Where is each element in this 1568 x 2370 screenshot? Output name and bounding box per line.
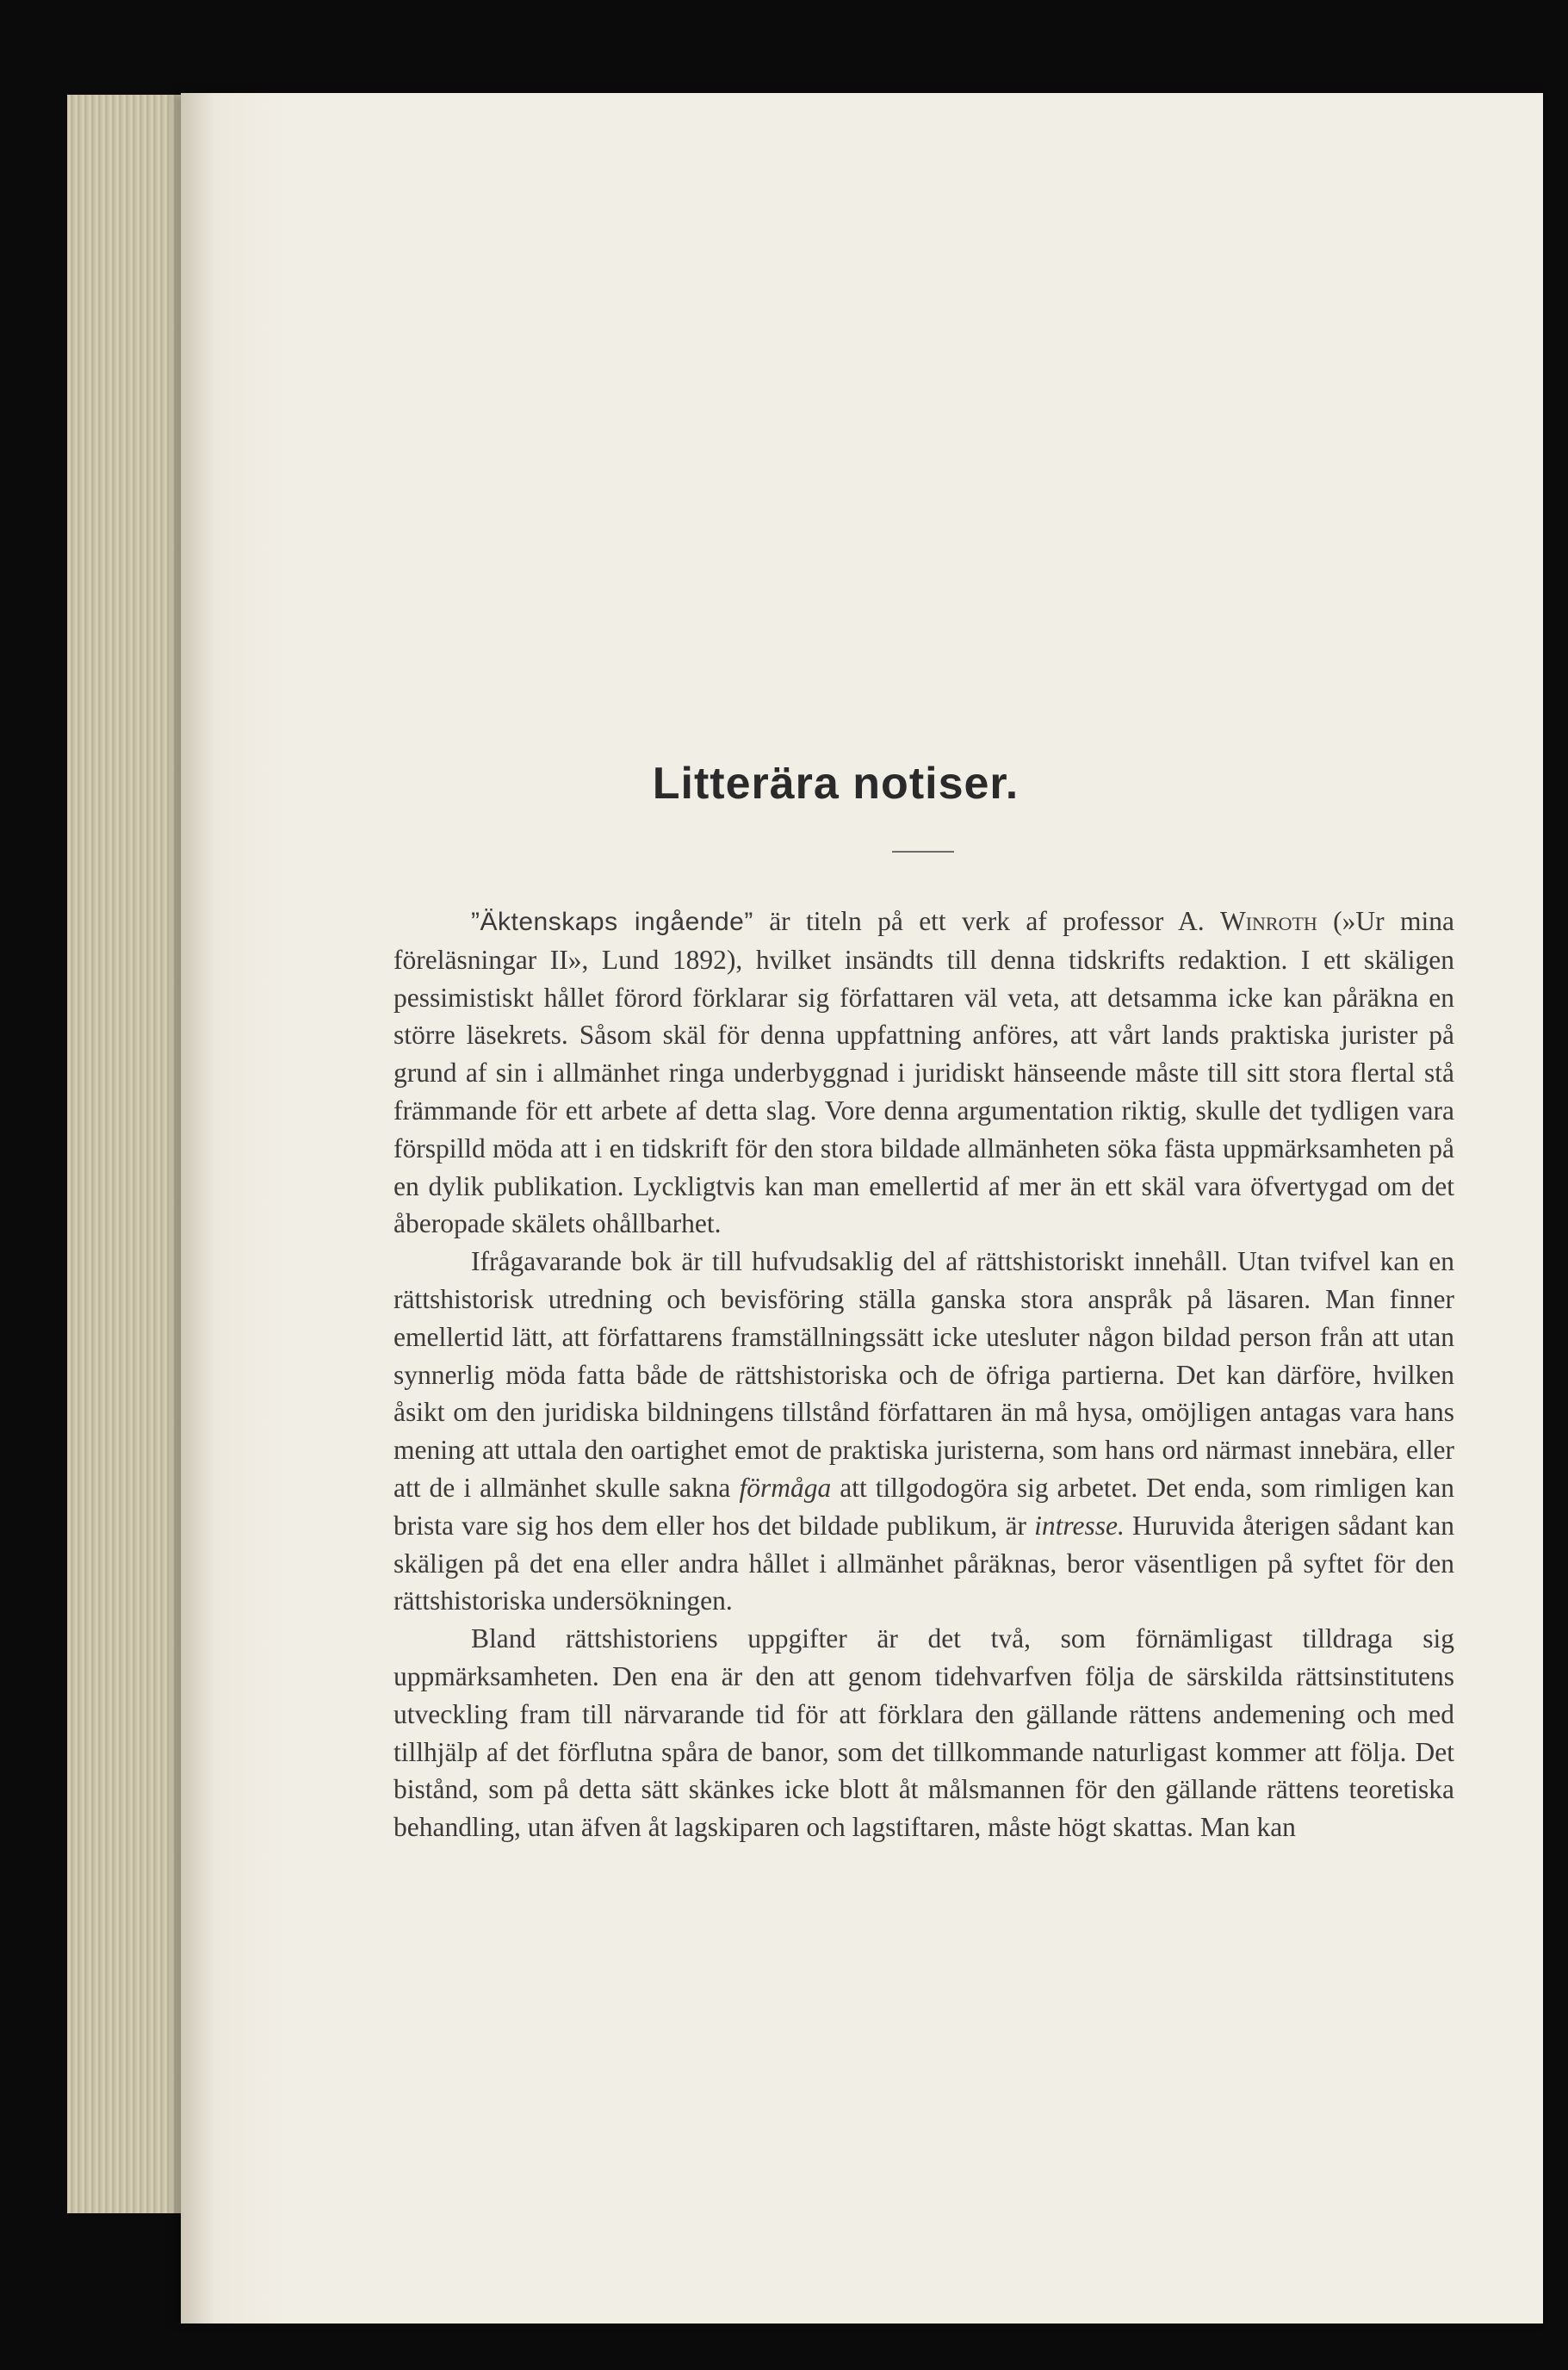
title-rule [892,851,954,853]
text-run: att tillgodogöra sig arbetet. Det enda, som rimligen kan brista vare sig hos dem eller hos det bildade publikum, är [394,1472,1455,1541]
lead-phrase: ”Äktenskaps ingående” [471,908,753,936]
emphasis: förmåga [739,1472,832,1503]
text-run: (»Ur mina föreläsningar II», Lund 1892), hvilket insändts till denna tidskrifts redaktion. I ett skäligen pessimistiskt hållet förord förklarar sig författaren väl veta, att detsamma icke kan påräkna en större läsekrets. Såsom skäl för denna uppfattning anföres, att vårt lands praktiska jurister på grund af sin i allmänhet ringa underbyggnad i juridiskt hänseende måste till sitt stora flertal stå främmande för ett arbete af detta slag. Vore denna argumentation riktig, skulle det tydligen vara förspilld möda att i en tidskrift för den stora bildade allmänheten söka fästa uppmärksamheten på en dylik publikation. Lyckligtvis kan man emellertid af mer än ett skäl vara öfvertygad om det åberopade skälets ohållbarhet. [394,906,1454,1239]
page-title [0,758,1568,810]
text-run: är titeln på ett verk af professor A. [753,906,1220,936]
text-run: Bland rättshistoriens uppgifter är det två, som förnämligast tilldraga sig uppmärksamheten. Den ena är den att genom tidehvarfven följa de särskilda rättsinstitutens utveckling fram till närvarande tid för att förklara den gällande rättens andemening och med tillhjälp af det förflutna spåra de banor, som det tillkommande naturligast kommer att följa. Det bistånd, som på detta sätt skänkes icke blott åt målsmannen för den gällande rättens teoretiska behandling, utan äfven åt lagskiparen och lagstiftaren, måste högt skattas. Man kan [394,1623,1454,1843]
text-run: Huruvida återigen sådant kan skäligen på det ena eller andra hållet i allmänhet påräknas, beror väsentligen på syftet för den rättshistoriska undersökningen. [394,1510,1454,1616]
paragraph [394,1243,1454,1620]
author-name: Winroth [1219,906,1317,936]
article-body [394,903,1454,1846]
paragraph [394,1620,1454,1846]
paragraph [394,903,1454,1243]
emphasis: intresse. [1034,1510,1125,1541]
text-run: Ifrågavarande bok är till hufvudsaklig del af rättshistoriskt innehåll. Utan tvifvel kan en rättshistorisk utredning och bevisföring ställa ganska stora anspråk på läsaren. Man finner emellertid lätt, att författarens framställningssätt icke utesluter någon bildad person från att utan synnerlig möda fatta både de rättshistoriska och de öfriga partierna. Det kan därföre, hvilken åsikt om den juridiska bildningens tillstånd författaren än må hysa, omöjligen antagas vara hans mening att uttala den oartighet emot de praktiska juristerna, som hans ord närmast innebära, eller att de i allmänhet skulle sakna [394,1246,1454,1503]
page-title-text: Litterära notiser. [652,759,1020,809]
